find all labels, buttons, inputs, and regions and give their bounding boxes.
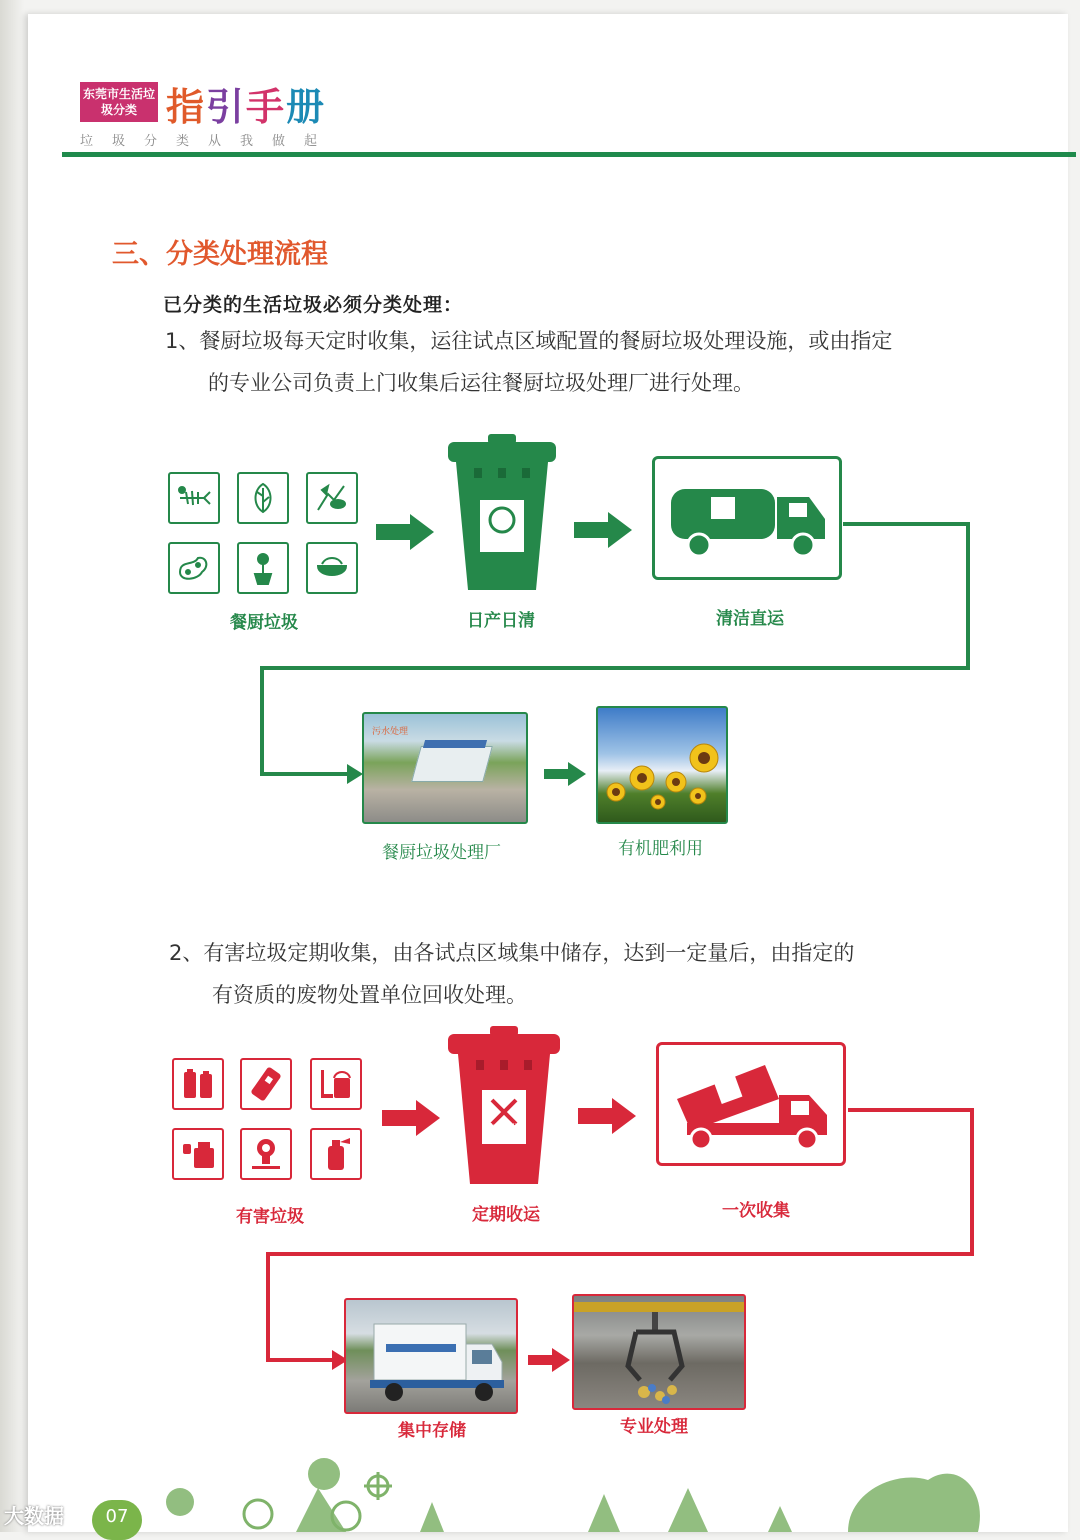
fish-bone-icon [168, 472, 220, 524]
kitchen-waste-caption: 餐厨垃圾 [230, 613, 298, 633]
paint-bucket-icon [310, 1058, 362, 1110]
hazard-bin-label: 有害垃圾 [488, 1123, 520, 1132]
city-badge: 东莞市生活垃圾分类 [80, 82, 158, 122]
sunflowers-illustration [598, 708, 728, 824]
watermark-text: 大数据 [4, 1504, 64, 1528]
battery-icon [172, 1058, 224, 1110]
fertilizer-caption: 有机肥利用 [618, 839, 703, 859]
kitchen-bin-label: 厨余垃圾 [486, 543, 518, 552]
page-number: 07 [92, 1500, 142, 1540]
kitchen-paragraph [165, 320, 892, 404]
vegetable-scraps-icon [306, 472, 358, 524]
arrow-right-icon [542, 760, 588, 788]
section-title: 三、分类处理流程 [112, 239, 328, 270]
kitchen-paragraph-line2: 的专业公司负责上门收集后运往餐厨垃圾处理厂进行处理。 [208, 371, 754, 395]
processing-facility-photo [572, 1294, 746, 1410]
storage-caption: 集中存储 [398, 1421, 466, 1441]
hazard-paragraph [169, 932, 854, 1016]
title-char: 册 [286, 85, 327, 129]
hazard-bin-caption: 定期收运 [472, 1205, 540, 1225]
kitchen-truck-caption: 清洁直运 [716, 609, 784, 629]
hazard-paragraph-line1: 2、有害垃圾定期收集，由各试点区域集中储存，达到一定量后，由指定的 [169, 941, 855, 965]
plant-sign: 污水处理 [372, 727, 409, 737]
storage-truck-photo [344, 1298, 518, 1414]
treatment-plant-photo [362, 712, 528, 824]
section-intro: 已分类的生活垃圾必须分类处理： [163, 294, 464, 316]
medicine-box-icon [172, 1128, 224, 1180]
processing-caption: 专业处理 [620, 1417, 688, 1437]
book-spine [0, 0, 24, 1532]
factory-roof [423, 740, 487, 748]
title-char: 手 [246, 85, 287, 129]
hazard-truck-caption: 一次收集 [722, 1201, 790, 1221]
treatment-plant-caption: 餐厨垃圾处理厂 [382, 843, 501, 863]
arrow-right-icon [526, 1346, 572, 1374]
mobile-phone-icon [240, 1058, 292, 1110]
factory-building [411, 746, 493, 782]
kitchen-bin-caption: 日产日清 [467, 611, 535, 631]
grab-crane-illustration [574, 1296, 746, 1410]
title-char: 指 [166, 85, 207, 129]
title-char: 引 [206, 85, 247, 129]
cabbage-icon [237, 472, 289, 524]
hazard-waste-caption: 有害垃圾 [236, 1207, 304, 1227]
peanut-shell-icon [168, 542, 220, 594]
handbook-slogan: 垃圾分类从我做起 [80, 134, 337, 149]
kitchen-paragraph-line1: 1、餐厨垃圾每天定时收集，运往试点区域配置的餐厨垃圾处理设施，或由指定 [165, 329, 893, 353]
box-truck-illustration [346, 1300, 518, 1414]
handbook-title [166, 76, 326, 131]
header-divider [62, 152, 1076, 157]
sunflower-field-photo [596, 706, 728, 824]
hazard-paragraph-line2: 有资质的废物处置单位回收处理。 [212, 983, 527, 1007]
footer-nature-decoration [28, 1440, 1080, 1532]
